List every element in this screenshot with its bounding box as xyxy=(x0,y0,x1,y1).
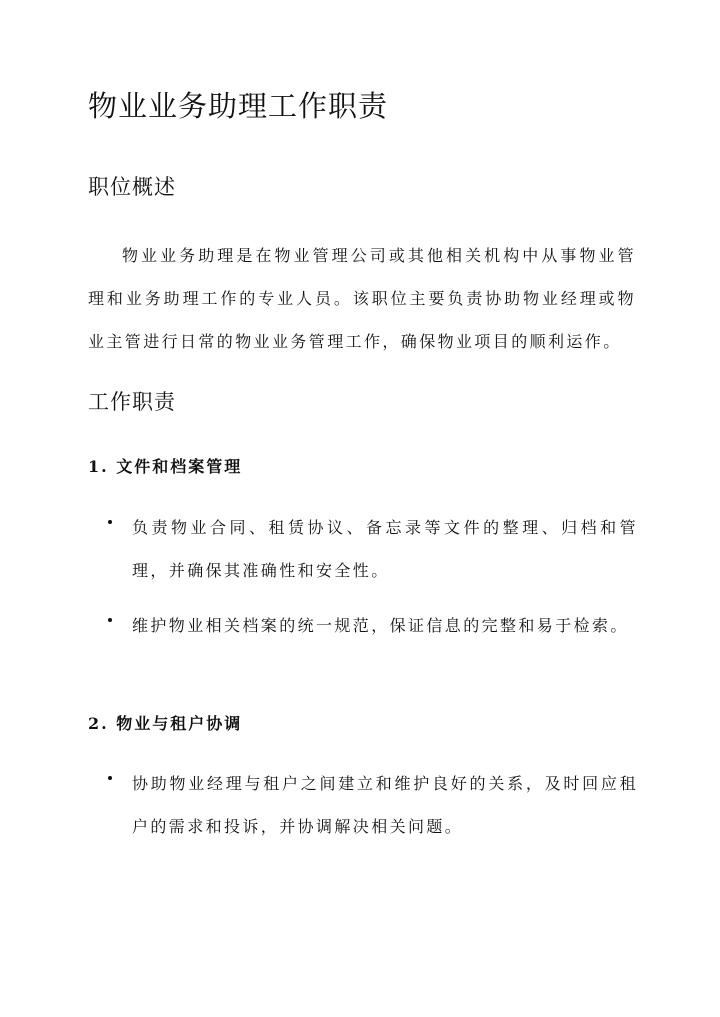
overview-heading: 职位概述 xyxy=(88,175,176,199)
list-item-text: 维护物业相关档案的统一规范，保证信息的完整和易于检索。 xyxy=(132,616,629,635)
duties-heading: 工作职责 xyxy=(88,390,176,414)
section-heading-documents: 1. 文件和档案管理 xyxy=(88,457,243,476)
section-heading-tenant-coordination: 2. 物业与租户协调 xyxy=(88,714,243,733)
overview-paragraph: 物业业务助理是在物业管理公司或其他相关机构中从事物业管理和业务助理工作的专业人员。该职位主要负责协助物业经理或物业主管进行日常的物业业务管理工作，确保物业项目的顺利运作。 xyxy=(88,246,636,351)
list-item xyxy=(108,506,638,592)
list-item-text: 负责物业合同、租赁协议、备忘录等文件的整理、归档和管理，并确保其准确性和安全性。 xyxy=(132,518,638,580)
list-item xyxy=(108,762,638,848)
list-item-text: 协助物业经理与租户之间建立和维护良好的关系，及时回应租户的需求和投诉，并协调解决相关问题。 xyxy=(132,774,638,836)
list-item xyxy=(108,604,638,647)
bullet-icon xyxy=(108,520,112,524)
bullet-icon xyxy=(108,618,112,622)
bullet-icon xyxy=(108,776,112,780)
document-title: 物业业务助理工作职责 xyxy=(88,89,389,123)
